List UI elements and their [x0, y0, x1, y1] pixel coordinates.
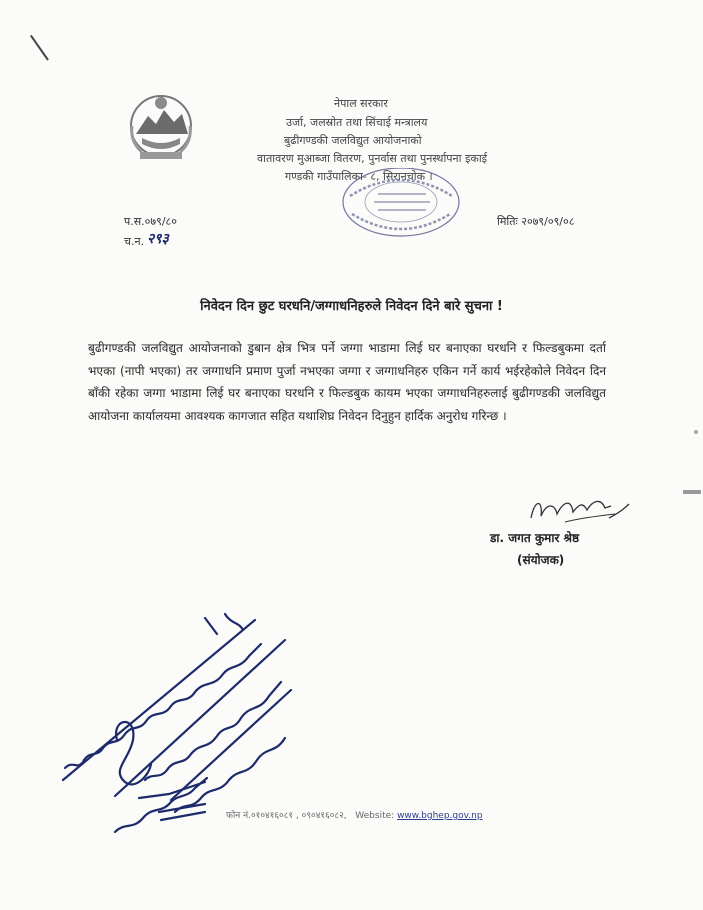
signatory-name: डा. जगत कुमार श्रेष्ठ	[490, 531, 580, 545]
letterhead-line-4: वातावरण मुआब्जा वितरण, पुनर्वास तथा पुनर्स्थापना इकाई	[257, 152, 488, 165]
signature-icon	[525, 488, 635, 534]
chalani-label: च.न.	[124, 235, 145, 248]
footer-website-link[interactable]: www.bghep.gov.np	[397, 811, 483, 821]
handwritten-annotation-icon	[55, 600, 295, 840]
footer-website-label: Website:	[355, 811, 395, 821]
letterhead-line-2: उर्जा, जलस्रोत तथा सिंचाई मन्त्रालय	[286, 116, 428, 129]
letterhead-line-1: नेपाल सरकार	[334, 97, 388, 110]
chalani-number: २९३	[147, 231, 169, 247]
letterhead-line-5: गण्डकी गाउँपालिका- ८, सिरानचोक ।	[285, 170, 433, 183]
notice-subject: निवेदन दिन छुट घरधनि/जग्गाधनिहरुले निवेदन दिने बारे सुचना !	[200, 299, 503, 314]
letterhead-line-3: बुढीगण्डकी जलविद्युत आयोजनाको	[284, 134, 422, 147]
office-seal-icon	[340, 168, 462, 246]
footer-contact	[226, 808, 483, 821]
scan-speck	[694, 430, 698, 434]
scan-mark	[30, 35, 49, 61]
letter-date: मितिः २०७९/०९/०८	[497, 215, 575, 228]
patra-sankhya: प.स.०७९/८०	[124, 215, 177, 228]
notice-body: बुढीगण्डकी जलविद्युत आयोजनाको डुबान क्षेत्र भित्र पर्ने जग्गा भाडामा लिई घर बनाएका घरधनि र फिल्डबुकमा दर्ता भएका (नापी भएका) तर जग्गाधनि प्रमाण पुर्जा नभएका जग्गा र जग्गाधनिहरु एकिन गर्ने कार्य भईरहेकोले निवेदन दिन बाँकी रहेका जग्गा भाडामा लिई घर बनाएका घरधनि र फिल्डबुक कायम भएका जग्गाधनिहरुलाई बुढीगण्डकी जलविद्युत आयोजना कार्यालयमा आवश्यक कागजात सहित यथाशिघ्र निवेदन दिनुहुन हार्दिक अनुरोध गरिन्छ ।	[88, 341, 606, 423]
scan-edge-mark	[683, 490, 701, 494]
government-emblem-icon	[122, 86, 200, 164]
footer-phone: फोन नं.०१०४१६०८१ , ०९०४१६०८२,	[226, 811, 347, 821]
signatory-role: (संयोजक)	[517, 553, 565, 567]
